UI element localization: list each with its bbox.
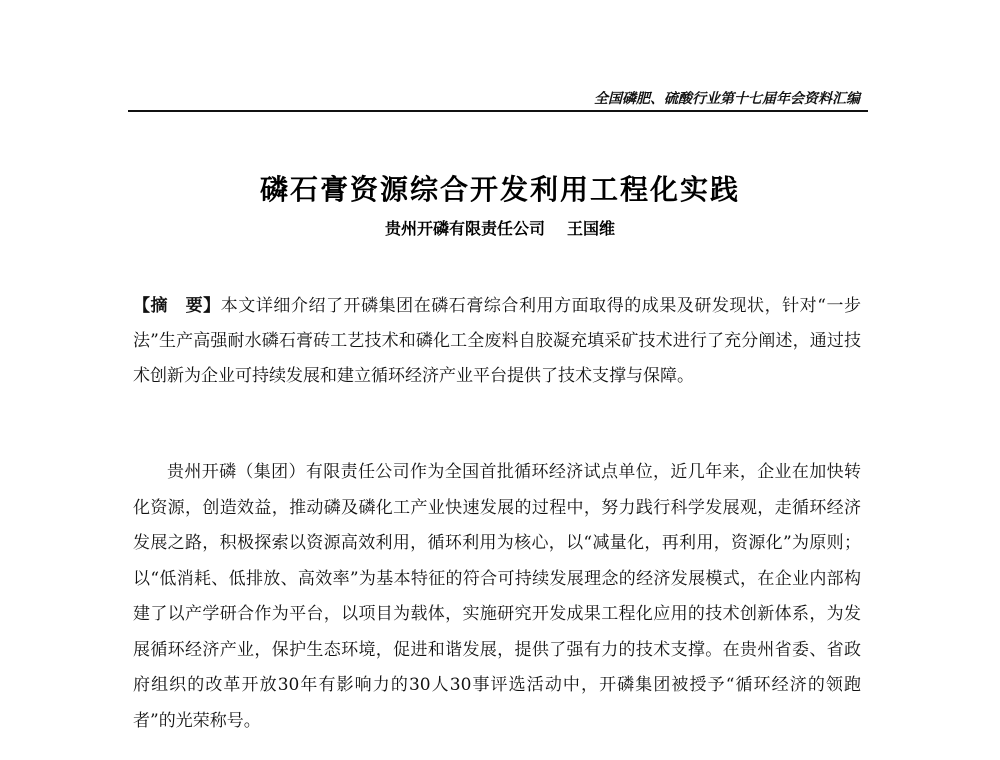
- author: 王国维: [567, 219, 616, 238]
- abstract-label: 【摘 要】: [133, 296, 221, 316]
- article-title: 磷石膏资源综合开发利用工程化实践: [259, 173, 740, 206]
- abstract-text: 本文详细介绍了开磷集团在磷石膏综合利用方面取得的成果及研发现状，针对“一步法”生产高强耐水磷石膏砖工艺技术和磷化工全废料自胶凝充填采矿技术进行了充分阐述，通过技术创新为企业可持续发展和建立循环经济产业平台提供了技术支撑与保障。: [133, 296, 862, 386]
- running-header: 全国磷肥、硫酸行业第十七届年会资料汇编: [594, 91, 860, 107]
- body-paragraph: 贵州开磷（集团）有限责任公司作为全国首批循环经济试点单位，近几年来，企业在加快转化资源，创造效益，推动磷及磷化工产业快速发展的过程中，努力践行科学发展观，走循环经济发展之路，积极探索以资源高效利用，循环利用为核心，以“减量化，再利用，资源化”为原则；以“低消耗、低排放、高效率”为基本特征的符合可持续发展理念的经济发展模式，在企业内部构建了以产学研合作为平台，以项目为载体，实施研究开发成果工程化应用的技术创新体系，为发展循环经济产业，保护生态环境，促进和谐发展，提供了强有力的技术支撑。在贵州省委、省政府组织的改革开放30年有影响力的30人30事评选活动中，开磷集团被授予“循环经济的领跑者”的光荣称号。: [133, 462, 861, 731]
- affiliation: 贵州开磷有限责任公司: [384, 219, 545, 238]
- abstract: [133, 289, 861, 394]
- header-rule: [128, 110, 868, 112]
- byline: [0, 216, 1000, 239]
